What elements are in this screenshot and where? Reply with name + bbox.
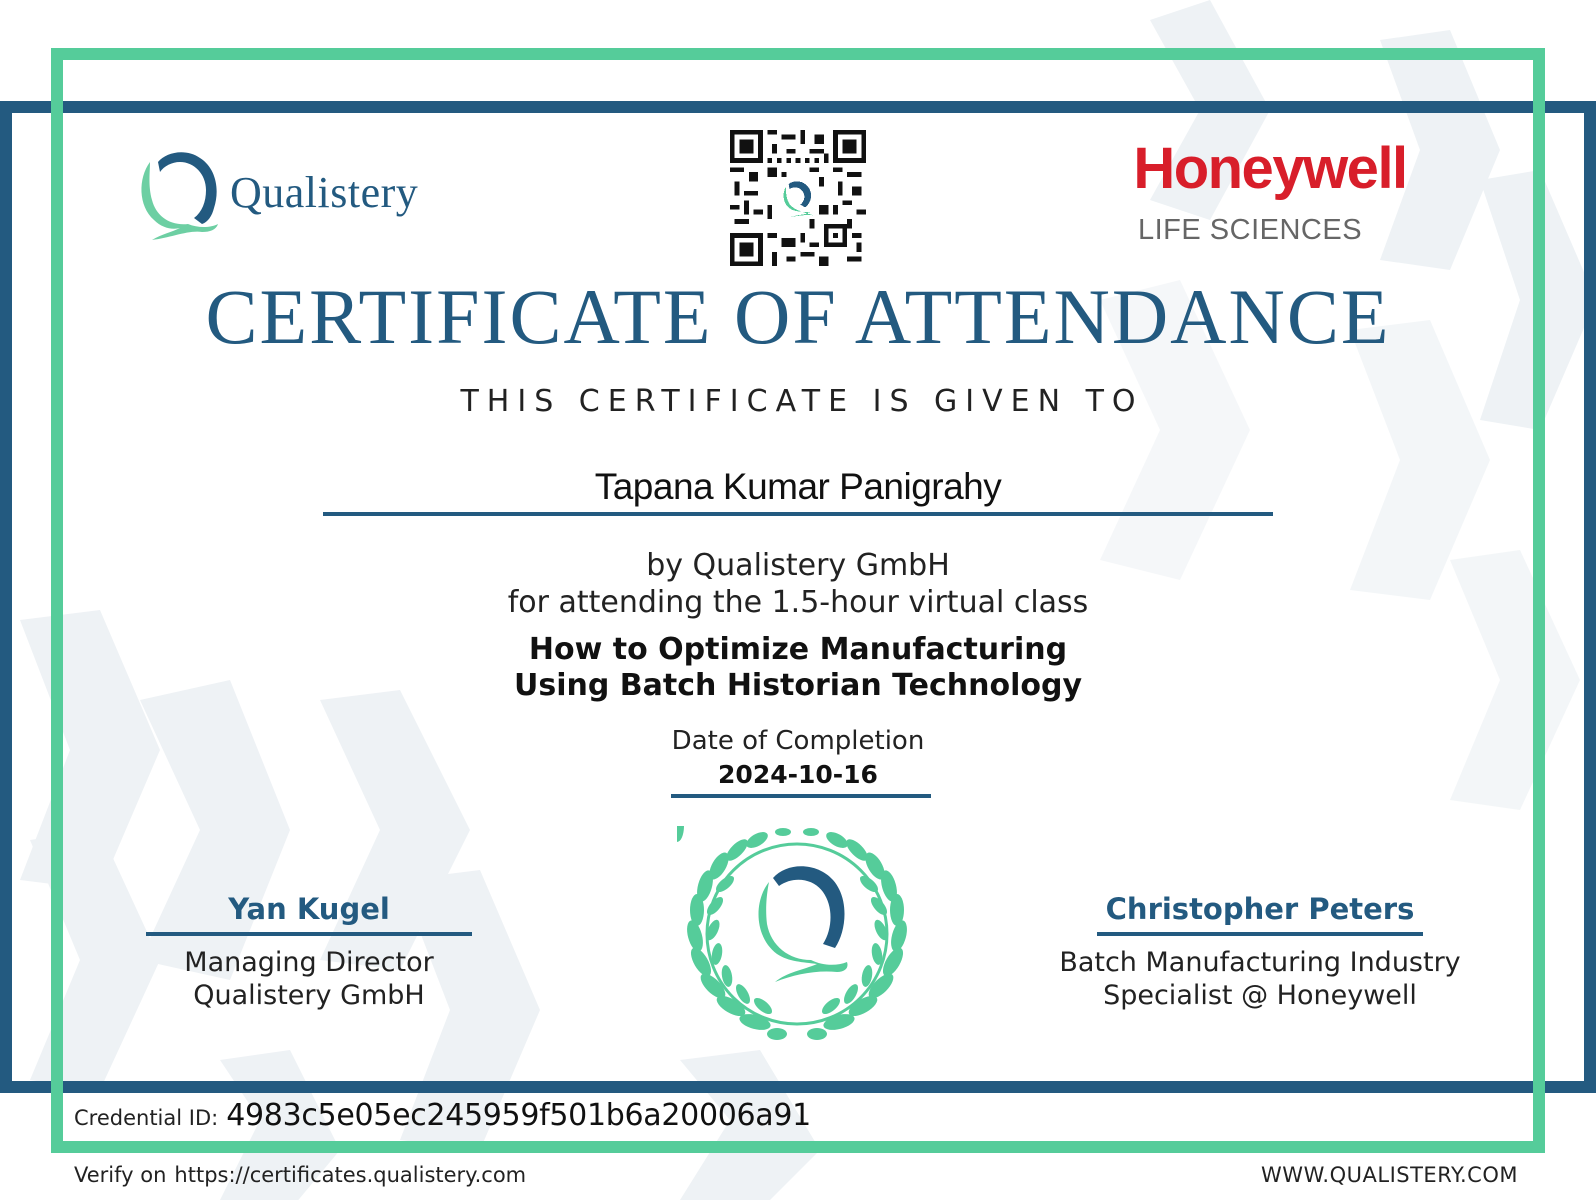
laurel-wreath-seal-icon xyxy=(677,826,917,1046)
honeywell-wordmark: Honeywell xyxy=(1133,136,1407,201)
signatory-left xyxy=(146,892,472,1012)
recipient-name: Tapana Kumar Panigrahy xyxy=(594,466,1002,507)
signatory-name: Yan Kugel xyxy=(228,892,390,926)
signature-line xyxy=(1097,932,1423,936)
credential-id-value: 4983c5e05ec245959f501b6a20006a91 xyxy=(226,1098,811,1133)
signatory-role-line-1: Batch Manufacturing Industry xyxy=(1059,947,1461,978)
signatory-right xyxy=(1040,892,1480,1012)
signature-line xyxy=(146,932,472,936)
qualistery-brand xyxy=(136,150,418,242)
completion-date-label: Date of Completion xyxy=(671,726,925,756)
qualistery-q-logo-icon xyxy=(136,150,226,242)
qualistery-wordmark: Qualistery xyxy=(230,167,419,217)
signatory-role-line-2: Specialist @ Honeywell xyxy=(1103,980,1417,1011)
verify-prefix: Verify on xyxy=(74,1163,167,1187)
recipient-underline xyxy=(323,512,1273,516)
signatory-role-line-2: Qualistery GmbH xyxy=(193,980,425,1011)
activity-line: for attending the 1.5-hour virtual class xyxy=(507,585,1089,620)
course-title-line-1: How to Optimize Manufacturing xyxy=(528,632,1068,667)
course-title-line-2: Using Batch Historian Technology xyxy=(514,668,1082,703)
issuer-line: by Qualistery GmbH xyxy=(646,548,950,583)
honeywell-subtitle: LIFE SCIENCES xyxy=(1138,214,1363,246)
date-underline xyxy=(671,794,931,798)
verify-line xyxy=(74,1163,526,1187)
honeywell-brand xyxy=(1110,136,1430,247)
credential-id xyxy=(74,1098,811,1133)
website-link[interactable]: WWW.QUALISTERY.COM xyxy=(1261,1163,1518,1187)
credential-id-label: Credential ID: xyxy=(74,1106,219,1130)
completion-date-value: 2024-10-16 xyxy=(718,760,878,789)
signatory-role-line-1: Managing Director xyxy=(184,947,434,978)
signatory-name: Christopher Peters xyxy=(1105,892,1415,926)
qr-code-icon[interactable] xyxy=(730,130,866,266)
certificate-subtitle: THIS CERTIFICATE IS GIVEN TO xyxy=(460,384,1144,419)
certificate-title: CERTIFICATE OF ATTENDANCE xyxy=(205,273,1391,360)
verify-link[interactable]: https://certificates.qualistery.com xyxy=(174,1163,527,1187)
